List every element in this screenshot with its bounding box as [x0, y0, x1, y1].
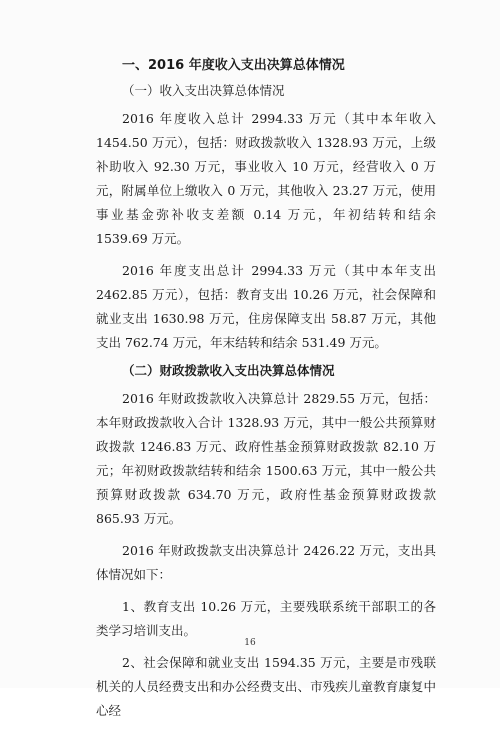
- document-body: [96, 58, 436, 731]
- fiscal-expenditure-paragraph: 2016 年财政拨款支出决算总计 2426.22 万元，支出具体情况如下：: [96, 543, 436, 582]
- fiscal-income-paragraph: 2016 年财政拨款收入决算总计 2829.55 万元，包括：本年财政拨款收入合计 1328.93 万元，其中一般公共预算财政拨款 1246.83 万元、政府性基金预算财政拨款 82.10 万元；年初财政拨款结转和结余 1500.63 万元，其中一般公共预算财政拨款 634.70 万元，政府性基金预算财政拨款 865.93 万元。: [96, 391, 436, 526]
- expenditure-paragraph: 2016 年度支出总计 2994.33 万元（其中本年支出 2462.85 万元），包括：教育支出 10.26 万元，社会保障和就业支出 1630.98 万元，住房保障支出 58.87 万元，其他支出 762.74 万元，年末结转和结余 531.49 万元。: [96, 263, 436, 350]
- section-heading: 一、2016 年度收入支出决算总体情况: [122, 58, 345, 73]
- list-item-social-security: 2、社会保障和就业支出 1594.35 万元，主要是市残联机关的人员经费支出和办公经费支出、市残疾儿童教育康复中心经: [96, 655, 436, 718]
- subsection-heading-2: （二）财政拨款收入支出决算总体情况: [122, 363, 335, 378]
- income-paragraph: 2016 年度收入总计 2994.33 万元（其中本年收入 1454.50 万元），包括：财政拨款收入 1328.93 万元，上级补助收入 92.30 万元，事业收入 10 万元，经营收入 0 万元，附属单位上缴收入 0 万元，其他收入 23.27 万元，使用事业基金弥补收支差额 0.14 万元，年初结转和结余 1539.69 万元。: [96, 111, 436, 246]
- list-item-education: 1、教育支出 10.26 万元，主要残联系统干部职工的各类学习培训支出。: [96, 599, 436, 638]
- page-number: 16: [244, 638, 256, 648]
- subsection-heading-1: （一）收入支出决算总体情况: [122, 83, 285, 98]
